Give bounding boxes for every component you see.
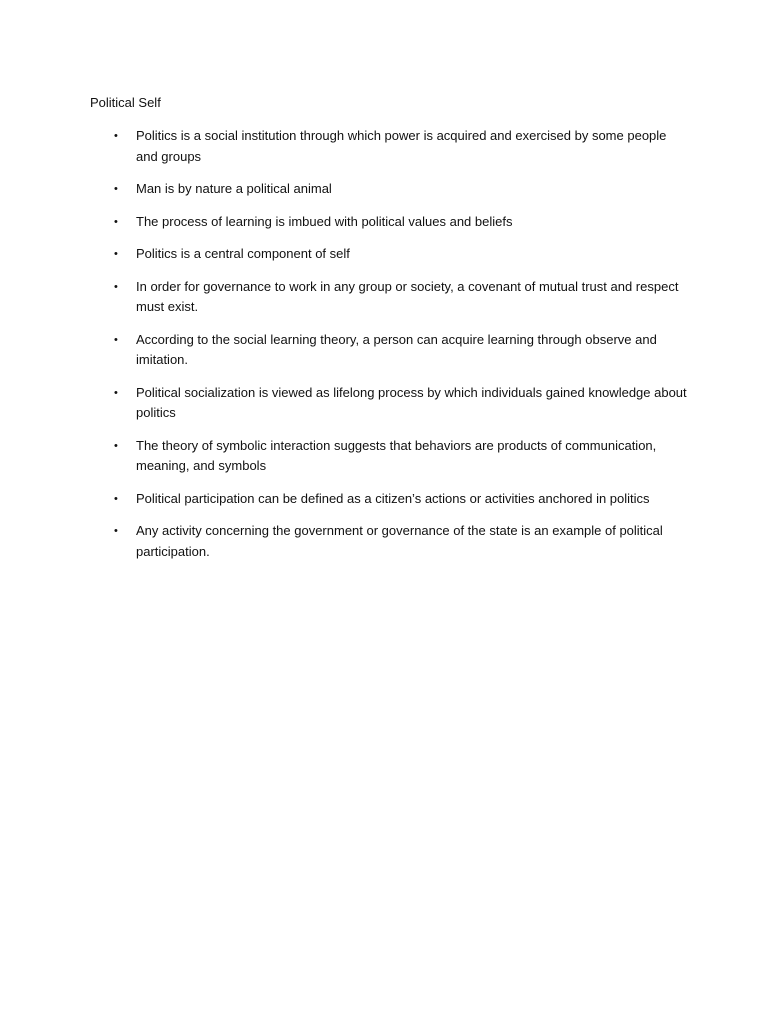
list-item-text: Political socialization is viewed as lifelong process by which individuals gained knowledge about politics — [136, 384, 687, 420]
bullet-icon: • — [114, 492, 118, 505]
list-item — [0, 489, 768, 510]
bullet-icon: • — [114, 130, 118, 142]
bullet-icon: • — [114, 215, 118, 228]
list-item — [0, 330, 768, 371]
bullet-icon: • — [114, 525, 118, 537]
list-item — [0, 521, 768, 562]
bullet-icon: • — [114, 439, 118, 452]
list-item-text: The process of learning is imbued with political values and beliefs — [136, 213, 513, 229]
bullet-icon: • — [114, 386, 118, 399]
list-item — [0, 244, 768, 265]
list-item — [0, 179, 768, 200]
list-item-text: In order for governance to work in any group or society, a covenant of mutual trust and respect must exist. — [136, 278, 679, 314]
list-item — [0, 436, 768, 477]
bullet-icon: • — [114, 280, 118, 293]
bullet-icon: • — [114, 248, 118, 260]
list-item — [0, 126, 768, 167]
list-item-text: Political participation can be defined as a citizen’s actions or activities anchored in politics — [136, 490, 650, 506]
document-title: Political Self — [90, 95, 161, 110]
list-item — [0, 212, 768, 233]
list-item — [0, 383, 768, 424]
list-item-text: According to the social learning theory, a person can acquire learning through observe and imitation. — [136, 331, 657, 367]
list-item-text: Politics is a central component of self — [136, 246, 350, 261]
list-item-text: Any activity concerning the government or governance of the state is an example of political participation. — [136, 523, 663, 559]
list-item-text: The theory of symbolic interaction suggests that behaviors are products of communication, meaning, and symbols — [136, 437, 657, 473]
bullet-list — [0, 126, 768, 574]
list-item — [0, 277, 768, 318]
bullet-icon: • — [114, 183, 118, 195]
list-item-text: Politics is a social institution through which power is acquired and exercised by some people and groups — [136, 128, 667, 164]
list-item-text: Man is by nature a political animal — [136, 181, 332, 196]
bullet-icon: • — [114, 333, 118, 346]
